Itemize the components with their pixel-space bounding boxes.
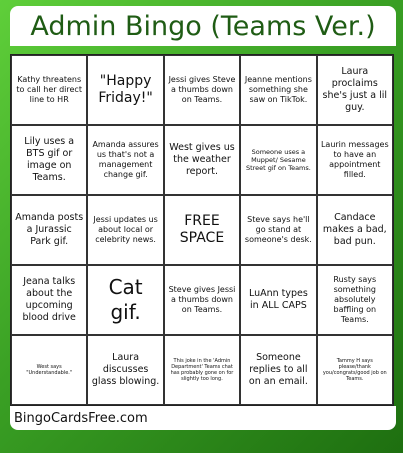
bingo-cell[interactable]: Jessi updates us about local or celebrity news. <box>87 195 163 265</box>
bingo-cell[interactable]: Laurin messages to have an appointment filled. <box>317 125 393 195</box>
footer <box>10 406 396 430</box>
bingo-cell[interactable]: Jeana talks about the upcoming blood drive <box>11 265 87 335</box>
bingo-cell[interactable]: Cat gif. <box>87 265 163 335</box>
bingo-cell[interactable]: Amanda posts a Jurassic Park gif. <box>11 195 87 265</box>
bingo-cell[interactable]: Someone replies to all on an email. <box>240 335 316 405</box>
bingo-cell[interactable]: Jeanne mentions something she saw on TikTok. <box>240 55 316 125</box>
bingo-cell[interactable]: Kathy threatens to call her direct line to HR <box>11 55 87 125</box>
free-space-cell[interactable]: FREE SPACE <box>164 195 240 265</box>
bingo-board <box>10 54 394 406</box>
bingo-cell[interactable]: Laura proclaims she's just a lil guy. <box>317 55 393 125</box>
bingo-cell[interactable]: "Happy Friday!" <box>87 55 163 125</box>
bingo-cell[interactable]: Steve says he'll go stand at someone's desk. <box>240 195 316 265</box>
bingo-cell[interactable]: Candace makes a bad, bad pun. <box>317 195 393 265</box>
bingo-cell[interactable]: Steve gives Jessi a thumbs down on Teams. <box>164 265 240 335</box>
bingo-cell[interactable]: Lily uses a BTS gif or image on Teams. <box>11 125 87 195</box>
bingo-cell[interactable]: West says "Understandable." <box>11 335 87 405</box>
bingo-cell[interactable]: Someone uses a Muppet/ Sesame Street gif on Teams. <box>240 125 316 195</box>
footer-site-label: BingoCardsFree.com <box>14 410 148 426</box>
bingo-cell[interactable]: West gives us the weather report. <box>164 125 240 195</box>
bingo-cell[interactable]: This joke in the 'Admin Department' Teams chat has probably gone on for slightly too long. <box>164 335 240 405</box>
bingo-cell[interactable]: Laura discusses glass blowing. <box>87 335 163 405</box>
page-title: Admin Bingo (Teams Ver.) <box>30 10 376 42</box>
bingo-cell[interactable]: LuAnn types in ALL CAPS <box>240 265 316 335</box>
bingo-cell[interactable]: Rusty says something absolutely baffling on Teams. <box>317 265 393 335</box>
bingo-cell[interactable]: Tammy H says please/thank you/congrats/good job on Teams. <box>317 335 393 405</box>
bingo-cell[interactable]: Jessi gives Steve a thumbs down on Teams. <box>164 55 240 125</box>
bingo-cell[interactable]: Amanda assures us that's not a management change gif. <box>87 125 163 195</box>
title-bar <box>10 6 396 46</box>
